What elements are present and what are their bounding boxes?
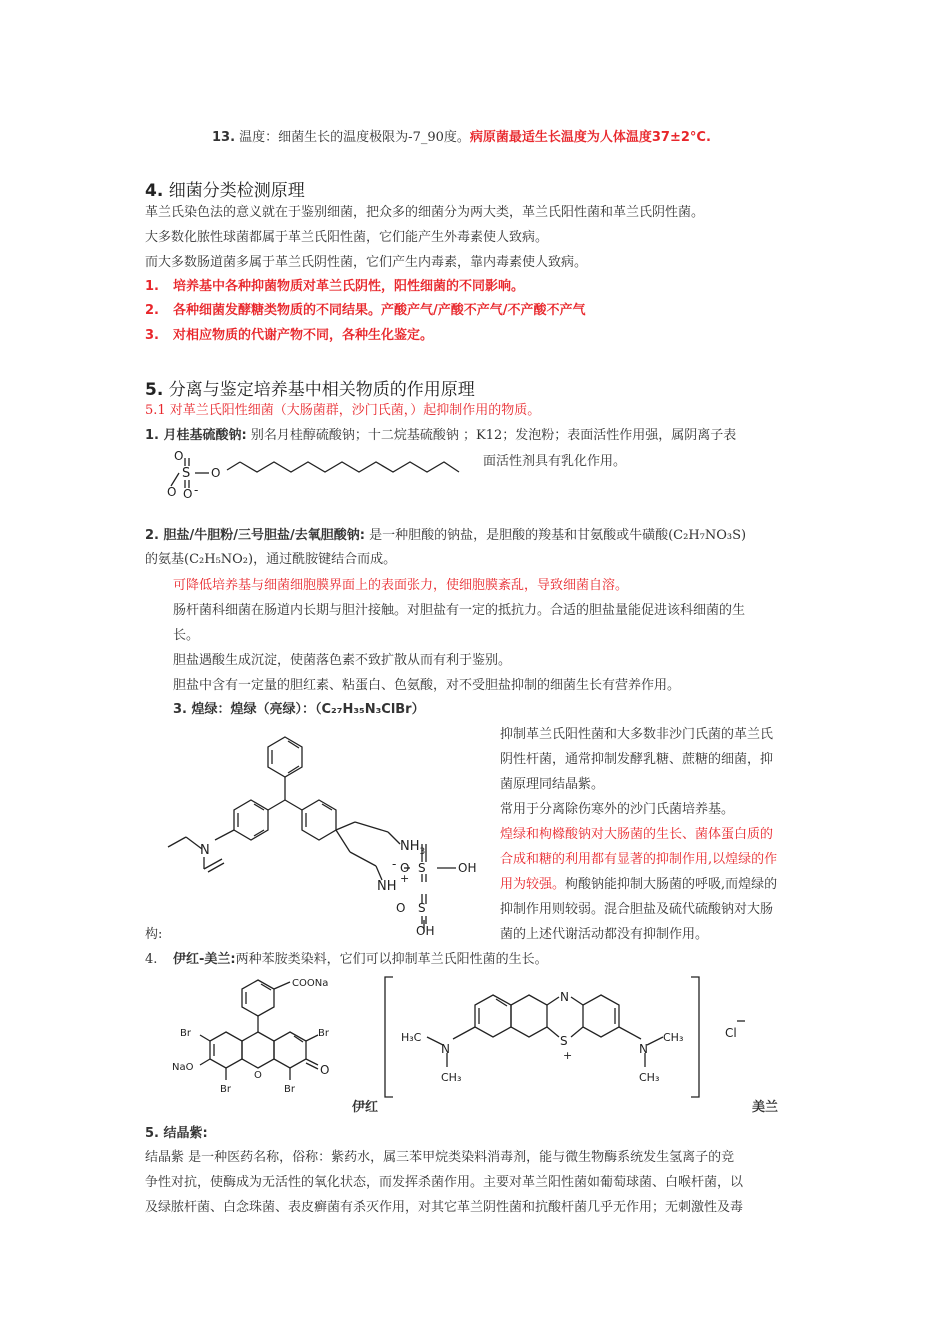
methyl-label: H₃C bbox=[401, 1031, 422, 1044]
paragraph: 及绿脓杆菌、白念珠菌、表皮癣菌有杀灭作用，对其它革兰阴性菌和抗酸杆菌几乎无作用；无刺激性及毒 bbox=[145, 1200, 744, 1215]
item-5-head: 5. 结晶紫: bbox=[145, 1126, 208, 1141]
item-4-line: 4. 伊红-美兰:两种苯胺类染料，它们可以抑制革兰氏阳性菌的生长。 bbox=[145, 952, 548, 967]
methyl-label: CH₃ bbox=[441, 1071, 462, 1084]
brilliant-green-structure bbox=[160, 722, 495, 937]
methyl-label: CH₃ bbox=[639, 1071, 660, 1084]
oxygen-label: O bbox=[174, 449, 184, 463]
sulfonate-label: O bbox=[400, 861, 410, 875]
sulfonate-label: S bbox=[418, 861, 426, 875]
oxygen-label: O bbox=[396, 901, 406, 915]
item-text: 别名月桂醇硫酸钠；十二烷基硫酸钠 ；K12；发泡粉；表面活性作用强，属阴离子表 bbox=[250, 428, 737, 443]
item-head: 1. 月桂基硫酸钠: bbox=[145, 428, 247, 443]
sulfur-label: S bbox=[560, 1034, 568, 1048]
sds-structure bbox=[165, 448, 465, 503]
subsection-heading: 5.1 对革兰氏阳性细菌（大肠菌群，沙门氏菌，）起抑制作用的物质。 bbox=[145, 403, 541, 418]
paragraph: 而大多数肠道菌多属于革兰氏阴性菌，它们产生内毒素，靠内毒素使人致病。 bbox=[145, 255, 588, 270]
item-text: 是一种胆酸的钠盐，是胆酸的羧基和甘氨酸或牛磺酸(C₂H₇NO₃S) bbox=[369, 528, 747, 543]
paragraph: 的氨基(C₂H₅NO₂)，通过酰胺键结合而成。 bbox=[145, 552, 397, 567]
item-1-line bbox=[145, 426, 736, 446]
oxygen-label: O bbox=[167, 485, 177, 499]
bromine-label: Br bbox=[180, 1028, 191, 1039]
oxygen-label: O bbox=[254, 1070, 262, 1081]
paragraph: 大多数化脓性球菌都属于革兰氏阳性菌，它们能产生外毒素使人致病。 bbox=[145, 230, 549, 245]
charge-label: + bbox=[563, 1049, 573, 1062]
paragraph: 胆盐中含有一定量的胆红素、粘蛋白、色氨酸，对不受胆盐抑制的细菌生长有营养作用。 bbox=[173, 678, 681, 693]
bromine-label: Br bbox=[220, 1084, 231, 1095]
nitrogen-label: N bbox=[441, 1042, 450, 1056]
sulfonate-label: S bbox=[418, 901, 426, 915]
hydroxyl-label: OH bbox=[416, 924, 435, 937]
hydroxyl-label: OH bbox=[458, 861, 477, 875]
chloride-label: Cl bbox=[725, 1026, 737, 1040]
charge-label: - bbox=[392, 857, 397, 871]
oxygen-label: O bbox=[320, 1063, 330, 1077]
highlight-text: 可降低培养基与细菌细胞膜界面上的表面张力，使细胞膜紊乱，导致细菌自溶。 bbox=[173, 578, 629, 593]
sodium-oxide-label: NaO bbox=[172, 1062, 194, 1073]
methylene-blue-structure bbox=[383, 975, 783, 1100]
paragraph: 结晶紫 是一种医药名称，俗称：紫药水，属三苯甲烷类染料消毒剂，能与微生物酶系统发生氢离子的竞 bbox=[145, 1150, 735, 1165]
charge-label: + bbox=[400, 872, 410, 885]
temperature-line bbox=[212, 128, 711, 148]
section-number: 5. bbox=[145, 380, 164, 400]
oxygen-label: O bbox=[211, 466, 221, 480]
paragraph: 革兰氏染色法的意义就在于鉴别细菌，把众多的细菌分为两大类，革兰氏阳性菌和革兰氏阴性菌。 bbox=[145, 205, 705, 220]
paragraph: 争性对抗，使酶成为无活性的氧化状态，而发挥杀菌作用。主要对革兰阳性菌如葡萄球菌、白喉杆菌，以 bbox=[145, 1175, 744, 1190]
paragraph: 长。 bbox=[173, 628, 200, 643]
stray-text: 构: bbox=[145, 927, 163, 942]
section-4-heading bbox=[145, 176, 305, 201]
section-5-heading bbox=[145, 375, 475, 400]
temperature-text: 温度：细菌生长的温度极限为-7_90度。 bbox=[239, 130, 470, 145]
nitrogen-label: N bbox=[639, 1042, 648, 1056]
temperature-highlight: 病原菌最适生长温度为人体温度37±2°C. bbox=[469, 130, 711, 145]
item-number: 13. bbox=[212, 130, 236, 145]
item-3-description: 抑制革兰氏阳性菌和大多数非沙门氏菌的革兰氏 阴性杆菌，通常抑制发酵乳糖、蔗糖的细菌，抑 菌原理同结晶紫。 常用于分离除伤寒外的沙门氏菌培养基。 煌绿和枸橼酸钠对大肠菌的生长、菌体蛋白质的 合成和糖的利用都有显著的抑制作用,以煌绿的作 用为较强。枸酸钠能抑制大肠菌的呼吸,而煌绿的 抑制作用则较弱。混合胆盐及硫代硫酸钠对大肠 菌的上述代谢活动都没有抑制作用。 bbox=[500, 727, 778, 942]
list-item: 1. 培养基中各种抑菌物质对革兰氏阴性，阳性细菌的不同影响。 bbox=[145, 279, 525, 294]
eosin-structure bbox=[170, 972, 350, 1107]
list-item: 3. 对相应物质的代谢产物不同，各种生化鉴定。 bbox=[145, 328, 434, 343]
bromine-label: Br bbox=[284, 1084, 295, 1095]
item-3-head: 3. 煌绿：煌绿（亮绿）：（C₂₇H₃₅N₃ClBr） bbox=[173, 702, 425, 717]
methyl-label: CH₃ bbox=[663, 1031, 684, 1044]
carboxylate-label: COONa bbox=[292, 978, 329, 989]
ammonium-label: NH bbox=[377, 879, 397, 894]
bromine-label: Br bbox=[318, 1028, 329, 1039]
paragraph: 胆盐遇酸生成沉淀，使菌落色素不致扩散从而有利于鉴别。 bbox=[173, 653, 512, 668]
charge-label: - bbox=[194, 483, 199, 497]
nitrogen-label: N bbox=[200, 843, 210, 858]
item-1-continuation: 面活性剂具有乳化作用。 bbox=[483, 454, 627, 469]
nitrogen-label: N bbox=[560, 990, 569, 1004]
sulfur-label: S bbox=[182, 466, 191, 481]
section-title: 分离与鉴定培养基中相关物质的作用原理 bbox=[168, 380, 475, 400]
section-number: 4. bbox=[145, 181, 164, 201]
eosin-caption: 伊红 bbox=[352, 1100, 379, 1115]
item-head: 2. 胆盐/牛胆粉/三号胆盐/去氧胆酸钠: bbox=[145, 528, 365, 543]
methylene-blue-caption: 美兰 bbox=[752, 1100, 779, 1115]
list-item: 2. 各种细菌发酵糖类物质的不同结果。产酸产气/产酸不产气/不产酸不产气 bbox=[145, 303, 586, 318]
item-2-line bbox=[145, 526, 746, 546]
ammonium-label: $NH_3$ bbox=[400, 839, 426, 857]
paragraph: 肠杆菌科细菌在肠道内长期与胆汁接触。对胆盐有一定的抵抗力。合适的胆盐量能促进该科细菌的生 bbox=[173, 603, 746, 618]
oxygen-label: O bbox=[183, 487, 193, 501]
section-title: 细菌分类检测原理 bbox=[168, 181, 305, 201]
